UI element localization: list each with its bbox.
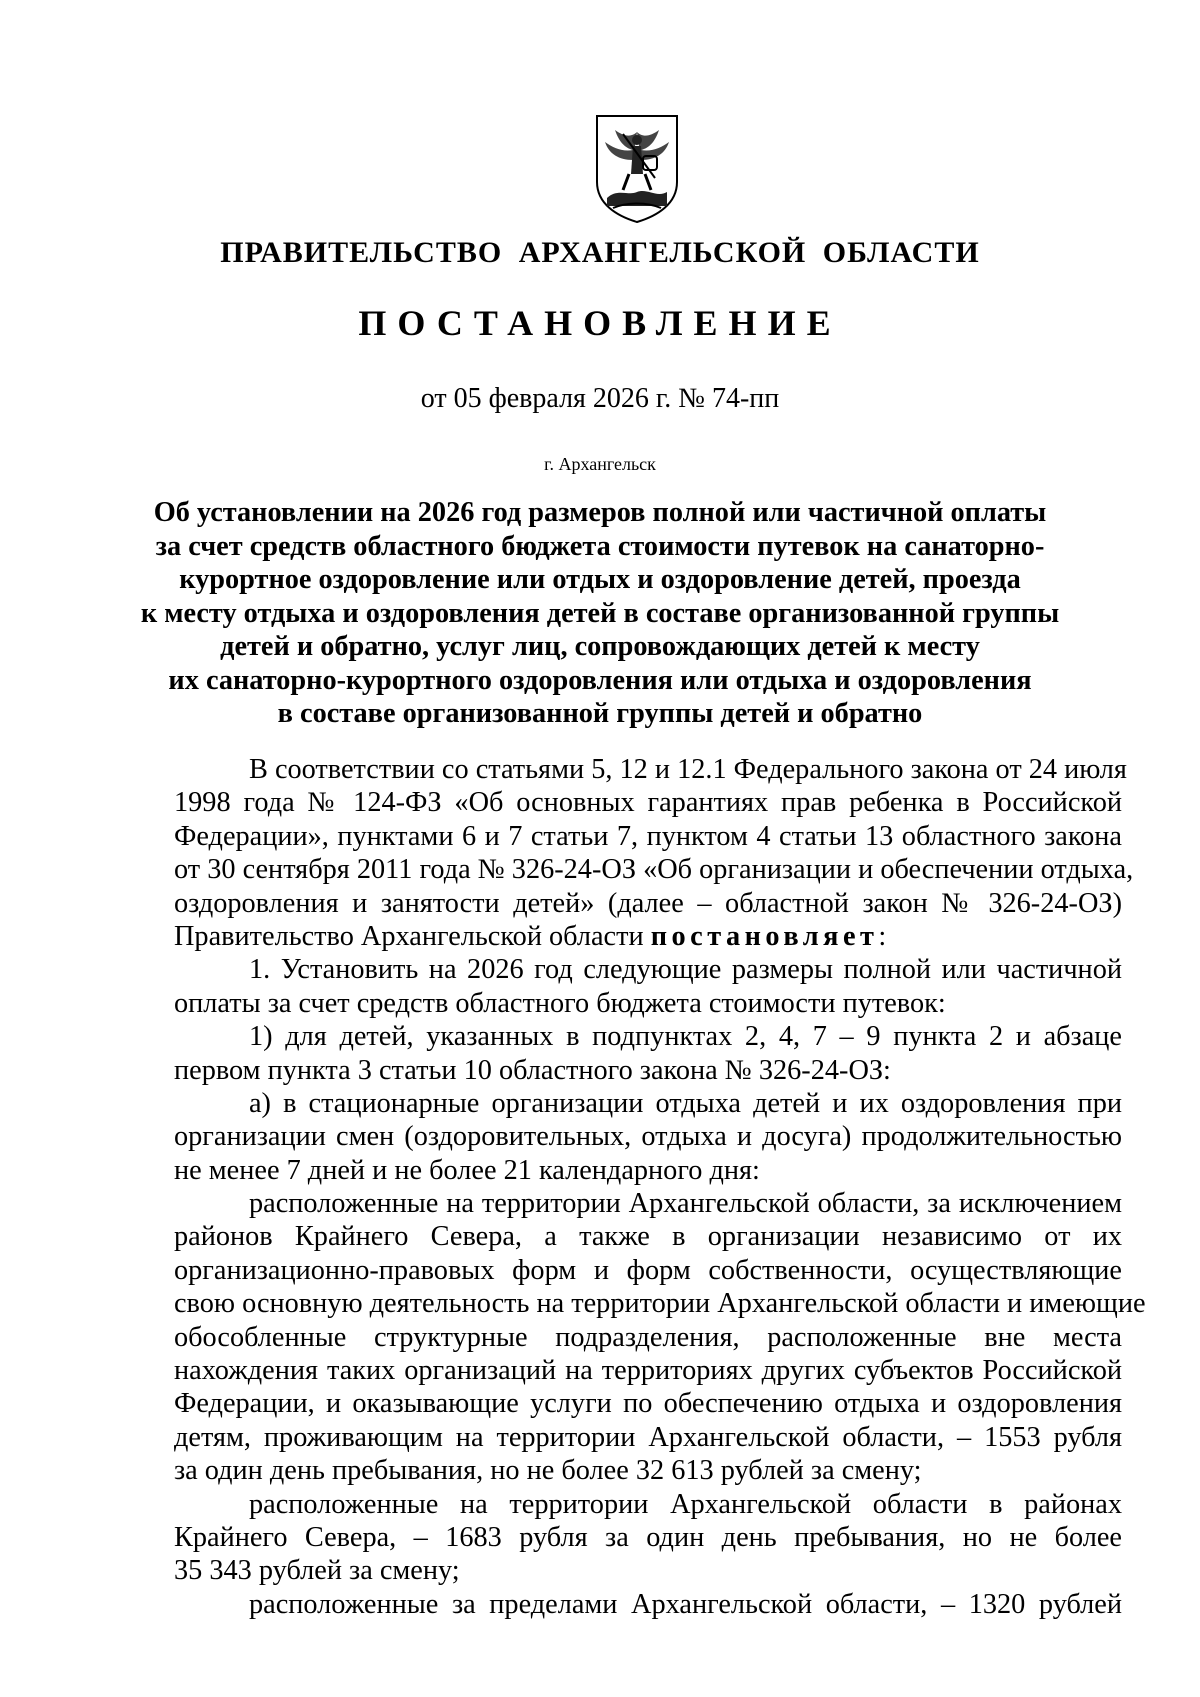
body-line: первом пункта 3 статьи 10 областного закона № 326-24-ОЗ:	[174, 1054, 891, 1086]
document-subject	[120, 496, 1080, 731]
body-line: 1. Установить на 2026 год следующие размеры полной или частичной	[249, 954, 1122, 986]
decree-word: постановляет	[650, 920, 879, 952]
document-date-number: от 05 февраля 2026 г. № 74-пп	[420, 383, 780, 414]
coat-of-arms-icon	[593, 112, 681, 224]
body-line: детям, проживающим на территории Архангельской области, – 1553 рубля	[174, 1421, 1122, 1453]
body-line: свою основную деятельность на территории Архангельской области и имеющие	[174, 1288, 1146, 1320]
body-line: Федерации», пунктами 6 и 7 статьи 7, пунктом 4 статьи 13 областного закона	[174, 820, 1122, 852]
decree-colon: :	[878, 920, 887, 952]
body-line: 35 343 рублей за смену;	[174, 1555, 460, 1587]
body-line: оплаты за счет средств областного бюджета стоимости путевок:	[174, 987, 946, 1019]
body-line: нахождения таких организаций на территориях других субъектов Российской	[174, 1355, 1122, 1387]
body-line: оздоровления и занятости детей» (далее – областной закон № 326-24-ОЗ)	[174, 887, 1122, 919]
body-line: организации смен (оздоровительных, отдыха и досуга) продолжительностью	[174, 1121, 1122, 1153]
subject-line: Об установлении на 2026 год размеров полной или частичной оплаты	[153, 497, 1047, 528]
body-line: расположенные на территории Архангельской области в районах	[249, 1488, 1122, 1520]
body-line: а) в стационарные организации отдыха детей и их оздоровления при	[249, 1087, 1122, 1119]
subject-line: к месту отдыха и оздоровления детей в составе организованной группы	[140, 597, 1060, 629]
body-line: расположенные на территории Архангельской области, за исключением	[249, 1188, 1122, 1220]
body-line: Федерации, и оказывающие услуги по обеспечению отдыха и оздоровления	[174, 1388, 1122, 1420]
body-line: Крайнего Севера, – 1683 рубля за один день пребывания, но не более	[174, 1521, 1122, 1553]
body-line: не менее 7 дней и не более 21 календарного дня:	[174, 1154, 760, 1186]
body-line: районов Крайнего Севера, а также в организации независимо от их	[174, 1221, 1122, 1253]
body-line: обособленные структурные подразделения, расположенные вне места	[174, 1321, 1122, 1353]
subject-line: за счет средств областного бюджета стоимости путевок на санаторно-	[155, 530, 1045, 562]
document-body	[174, 753, 1146, 1621]
subject-line: их санаторно-курортного оздоровления или отдыха и оздоровления	[168, 664, 1032, 696]
body-line: от 30 сентября 2011 года № 326-24-ОЗ «Об организации и обеспечении отдыха,	[174, 854, 1134, 886]
subject-line: курортное оздоровление или отдых и оздоровление детей, проезда	[179, 564, 1021, 595]
decree-line	[174, 920, 1122, 953]
document-type-title: ПОСТАНОВЛЕНИЕ	[358, 303, 842, 343]
body-line: за один день пребывания, но не более 32 613 рублей за смену;	[174, 1455, 922, 1487]
body-line: расположенные за пределами Архангельской области, – 1320 рублей	[249, 1588, 1122, 1620]
government-title: ПРАВИТЕЛЬСТВО АРХАНГЕЛЬСКОЙ ОБЛАСТИ	[220, 236, 980, 269]
subject-line: в составе организованной группы детей и обратно	[277, 698, 923, 729]
subject-line: детей и обратно, услуг лиц, сопровождающих детей к месту	[220, 631, 980, 662]
body-line: 1998 года № 124-ФЗ «Об основных гарантиях прав ребенка в Российской	[174, 787, 1122, 819]
body-line: организационно-правовых форм и форм собственности, осуществляющие	[174, 1254, 1122, 1286]
body-line: В соответствии со статьями 5, 12 и 12.1 Федерального закона от 24 июля	[249, 754, 1127, 785]
document-city: г. Архангельск	[544, 454, 656, 474]
body-line: 1) для детей, указанных в подпунктах 2, 4, 7 – 9 пункта 2 и абзаце	[249, 1021, 1122, 1053]
body-line: Правительство Архангельской области	[174, 920, 644, 952]
